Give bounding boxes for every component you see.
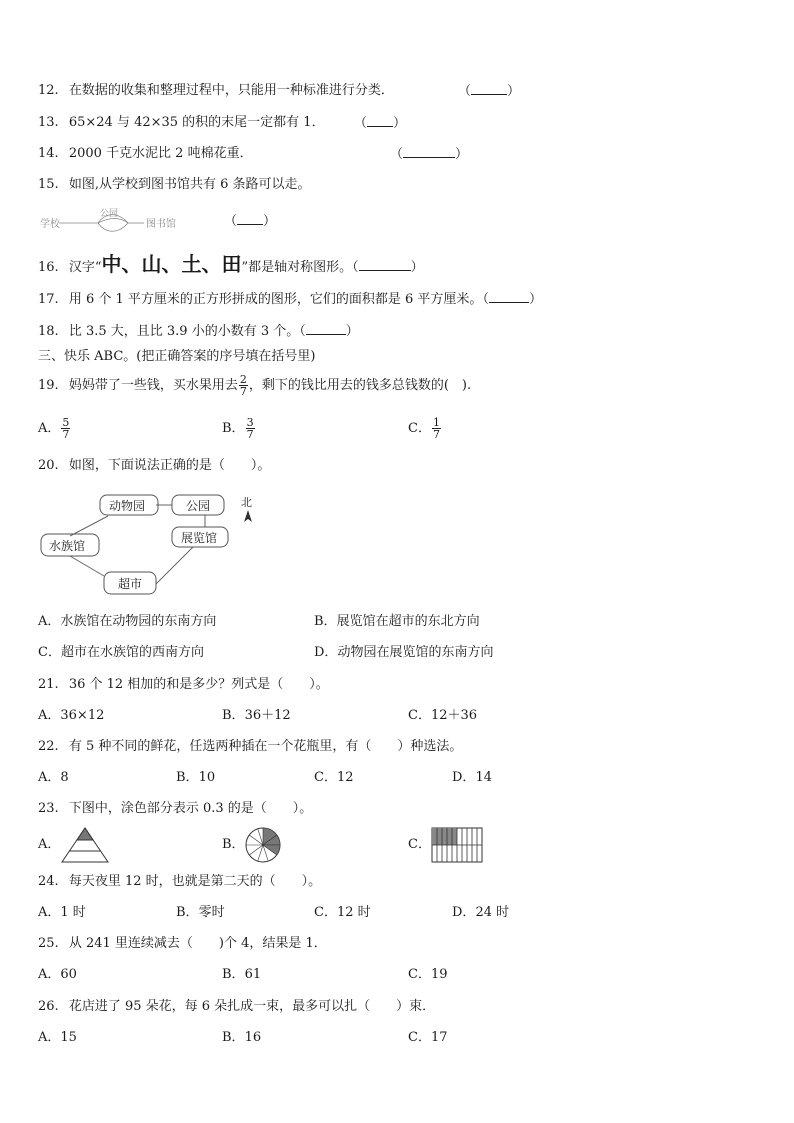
answer-blank[interactable] bbox=[403, 145, 455, 158]
question-text: 从 241 里连续减去（ )个 4，结果是 1． bbox=[68, 936, 327, 951]
north-label: 北 bbox=[241, 496, 252, 509]
option-c[interactable]: C．19 bbox=[408, 967, 448, 982]
question-text: 有 5 种不同的鲜花，任选两种插在一个花瓶里，有（ ）种选法。 bbox=[68, 739, 463, 754]
question-26 bbox=[38, 998, 435, 1016]
option-a[interactable]: A．1 时 bbox=[38, 905, 86, 920]
question-text: 花店进了 95 朵花，每 6 朵扎成一束，最多可以扎（ ）束． bbox=[68, 999, 436, 1014]
section-heading: 三、快乐 ABC。(把正确答案的序号填在括号里) bbox=[38, 349, 316, 364]
question-text: 如图，下面说法正确的是（ ）。 bbox=[68, 458, 271, 473]
question-number: 15. bbox=[38, 177, 59, 192]
question-number: 17. bbox=[38, 292, 59, 307]
answer-blank[interactable] bbox=[306, 322, 346, 335]
option-d[interactable]: D．14 bbox=[452, 770, 492, 785]
question-19 bbox=[38, 372, 471, 400]
option-b[interactable]: B．61 bbox=[222, 967, 262, 982]
north-arrow-icon bbox=[244, 510, 252, 522]
option-a[interactable]: A． $\frac{5}{7}$ bbox=[38, 416, 70, 441]
exhibition-label: 展览馆 bbox=[181, 531, 218, 545]
option-b[interactable]: B． $\frac{3}{7}$ bbox=[222, 416, 254, 441]
question-16: 16. 汉字“中、山、土、田”都是轴对称图形。（ ） bbox=[38, 252, 424, 276]
question-number: 20. bbox=[38, 458, 59, 473]
question-number: 26. bbox=[38, 999, 59, 1014]
question-text: 比 3.5 大，且比 3.9 小的小数有 3 个。 bbox=[68, 324, 300, 339]
option-d[interactable]: D．24 时 bbox=[452, 905, 510, 920]
option-a[interactable]: A．8 bbox=[38, 770, 69, 785]
question-text: 36 个 12 相加的和是多少？列式是（ ）。 bbox=[68, 677, 329, 692]
answer-blank[interactable] bbox=[359, 258, 411, 271]
option-c[interactable]: C． $\frac{1}{7}$ bbox=[408, 416, 440, 441]
answer-blank[interactable] bbox=[367, 114, 393, 127]
question-21 bbox=[38, 676, 329, 694]
question-number: 21. bbox=[38, 677, 59, 692]
question-15 bbox=[38, 176, 311, 194]
map-figure bbox=[38, 490, 268, 600]
option-b[interactable]: B．展览馆在超市的东北方向 bbox=[314, 614, 480, 629]
question-text: 在数据的收集和整理过程中，只能用一种标准进行分类． bbox=[68, 83, 394, 98]
question-number: 24. bbox=[38, 874, 59, 889]
question-number: 19. bbox=[38, 378, 59, 393]
answer-blank[interactable] bbox=[237, 212, 263, 225]
char-tian: 田 bbox=[221, 252, 242, 276]
answer-paren[interactable]: （ ） bbox=[458, 84, 521, 99]
school-label: 学校 bbox=[40, 219, 60, 230]
question-12 bbox=[38, 82, 394, 100]
question-number: 16. bbox=[38, 260, 59, 275]
question-text-pre: 汉字“ bbox=[68, 260, 102, 275]
option-b[interactable]: B．36＋12 bbox=[222, 708, 291, 723]
question-text: 用 6 个 1 平方厘米的正方形拼成的图形，它们的面积都是 6 平方厘米。 bbox=[68, 292, 483, 307]
question-number: 23. bbox=[38, 801, 59, 816]
question-number: 25. bbox=[38, 936, 59, 951]
fraction: $\frac{5}{7}$ bbox=[62, 416, 70, 441]
option-c[interactable]: C． bbox=[408, 837, 431, 852]
question-text-post: ”都是轴对称图形。 bbox=[241, 260, 353, 275]
fraction: $\frac{3}{7}$ bbox=[246, 416, 254, 441]
answer-blank[interactable] bbox=[489, 290, 529, 303]
question-number: 12. bbox=[38, 83, 59, 98]
option-c[interactable]: C．17 bbox=[408, 1030, 448, 1045]
char-tu: 土 bbox=[181, 252, 202, 276]
option-b[interactable]: B．16 bbox=[222, 1030, 262, 1045]
question-17: 17. 用 6 个 1 平方厘米的正方形拼成的图形，它们的面积都是 6 平方厘米。（ ） bbox=[38, 292, 542, 307]
route-figure bbox=[38, 206, 188, 234]
triangle-figure bbox=[60, 826, 110, 864]
question-18: 18. 比 3.5 大，且比 3.9 小的小数有 3 个。（ ） bbox=[38, 324, 359, 339]
question-13 bbox=[38, 114, 325, 132]
question-text: 65×24 与 42×35 的积的末尾一定都有 1． bbox=[68, 115, 325, 130]
question-25 bbox=[38, 935, 327, 953]
option-a[interactable]: A．15 bbox=[38, 1030, 77, 1045]
question-number: 13. bbox=[38, 115, 59, 130]
option-a[interactable]: A． bbox=[38, 837, 61, 852]
park-label: 公园 bbox=[100, 209, 119, 219]
option-b[interactable]: B． bbox=[222, 837, 245, 852]
question-24 bbox=[38, 873, 321, 891]
option-a[interactable]: A．水族馆在动物园的东南方向 bbox=[38, 614, 217, 629]
option-c[interactable]: C．12 时 bbox=[314, 905, 371, 920]
option-c[interactable]: C．12＋36 bbox=[408, 708, 478, 723]
question-23 bbox=[38, 800, 312, 818]
aquarium-label: 水族馆 bbox=[49, 539, 86, 553]
zoo-label: 动物园 bbox=[109, 499, 146, 513]
grid-figure bbox=[431, 827, 483, 863]
fraction: $\frac{1}{7}$ bbox=[432, 416, 440, 441]
question-text: 2000 千克水泥比 2 吨棉花重． bbox=[68, 146, 253, 161]
fraction: $\frac{2}{7}$ bbox=[239, 373, 247, 398]
option-b[interactable]: B．零时 bbox=[176, 905, 225, 920]
option-a[interactable]: A．60 bbox=[38, 967, 77, 982]
question-number: 14. bbox=[38, 146, 59, 161]
question-text: 每天夜里 12 时，也就是第二天的（ ）。 bbox=[68, 874, 322, 889]
question-22 bbox=[38, 738, 462, 756]
question-14 bbox=[38, 145, 253, 163]
market-label: 超市 bbox=[118, 577, 143, 591]
question-text-pre: 妈妈带了一些钱，买水果用去 bbox=[68, 378, 238, 393]
answer-paren[interactable]: （ ） bbox=[354, 116, 407, 131]
question-text-post: ，剩下的钱比用去的钱多总钱数的( ). bbox=[248, 378, 472, 393]
question-20 bbox=[38, 457, 270, 475]
option-a[interactable]: A．36×12 bbox=[38, 708, 105, 723]
library-label: 图书馆 bbox=[146, 219, 176, 230]
question-number: 22. bbox=[38, 739, 59, 754]
option-b[interactable]: B．10 bbox=[176, 770, 216, 785]
park-label: 公园 bbox=[186, 499, 211, 513]
char-shan: 山 bbox=[141, 252, 162, 276]
circle-figure bbox=[244, 826, 282, 864]
answer-paren[interactable]: （ ） bbox=[390, 147, 469, 162]
char-zhong: 中 bbox=[101, 252, 122, 276]
question-number: 18. bbox=[38, 324, 59, 339]
answer-blank[interactable] bbox=[471, 82, 507, 95]
answer-paren[interactable]: （ ） bbox=[224, 214, 277, 229]
question-text: 下图中，涂色部分表示 0.3 的是（ ）。 bbox=[68, 801, 313, 816]
question-text: 如图,从学校到图书馆共有 6 条路可以走。 bbox=[68, 177, 311, 192]
option-d[interactable]: D．动物园在展览馆的东南方向 bbox=[314, 645, 494, 660]
option-c[interactable]: C．12 bbox=[314, 770, 354, 785]
option-c[interactable]: C．超市在水族馆的西南方向 bbox=[38, 645, 204, 660]
